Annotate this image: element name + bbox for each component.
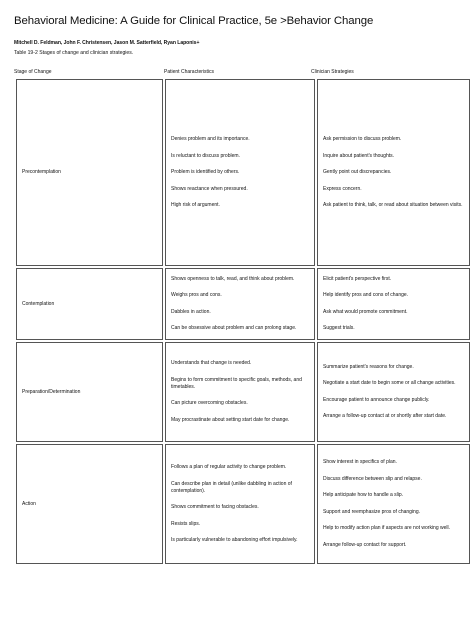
strategies-cell: [317, 342, 470, 442]
table-row: [16, 79, 470, 266]
list-item: May procrastinate about setting start date for change.: [171, 416, 290, 423]
list-item: Ask what would promote commitment.: [323, 308, 408, 315]
characteristics-cell: [165, 444, 315, 564]
list-item: Arrange a follow-up contact at or shortly after start date.: [323, 413, 447, 420]
table-caption: Table 19-2 Stages of change and clinician strategies.: [14, 50, 134, 56]
strategies-cell: [317, 79, 470, 266]
list-item: Follows a plan of regular activity to change problem.: [171, 464, 287, 470]
list-item: Is particularly vulnerable to abandoning effort impulsively.: [171, 537, 298, 543]
authors-line: Mitchell D. Feldman, John F. Christensen, Jason M. Satterfield, Ryan Laponis+: [14, 40, 200, 46]
list-item: Negotiate a start date to begin some or all change activities.: [323, 380, 456, 387]
list-item: Problem is identified by others.: [171, 169, 240, 175]
list-item: Suggest trials.: [323, 325, 355, 332]
list-item: Weighs pros and cons.: [171, 292, 222, 299]
stages-table: [14, 77, 472, 566]
strategies-cell: [317, 268, 470, 340]
list-item: Shows openness to talk, read, and think about problem.: [171, 275, 295, 282]
list-item: Inquire about patient's thoughts.: [323, 152, 395, 159]
strategies-cell: [317, 444, 470, 564]
stage-cell: Precontemplation: [16, 79, 163, 266]
column-header-characteristics: Patient Characteristics: [164, 69, 215, 75]
list-item: Can be obsessive about problem and can prolong stage.: [171, 325, 297, 332]
document-title: Behavioral Medicine: A Guide for Clinical Practice, 5e >Behavior Change: [14, 15, 374, 27]
list-item: Shows commitment to facing obstacles.: [171, 504, 259, 510]
list-item: Resists slips.: [171, 520, 201, 527]
list-item: Help to modify action plan if aspects are not working well.: [323, 525, 451, 532]
list-item: Express concern.: [323, 185, 362, 192]
list-item: Understands that change is needed.: [171, 360, 252, 367]
list-item: Dabbles in action.: [171, 308, 211, 315]
list-item: High risk of argument.: [171, 202, 220, 208]
list-item: Show interest in specifics of plan.: [323, 459, 397, 466]
characteristics-cell: [165, 79, 315, 266]
table-row: [16, 444, 470, 564]
list-item: Elicit patient's perspective first.: [323, 275, 392, 282]
list-item: Is reluctant to discuss problem.: [171, 152, 240, 159]
characteristics-cell: [165, 342, 315, 442]
list-item: Ask permission to discuss problem.: [323, 136, 402, 142]
column-header-stage: Stage of Change: [14, 69, 52, 75]
stage-cell: Contemplation: [16, 268, 163, 340]
list-item: Arrange follow-up contact for support.: [323, 541, 407, 548]
list-item: Shows reactance when pressured.: [171, 185, 248, 192]
list-item: Support and reemphasize pros of changing.: [323, 508, 421, 515]
characteristics-cell: [165, 268, 315, 340]
list-item: Encourage patient to announce change publicly.: [323, 396, 430, 403]
list-item: Help anticipate how to handle a slip.: [323, 492, 404, 499]
column-header-strategies: Clinician Strategies: [311, 69, 354, 75]
stage-cell: Preparation/Determination: [16, 342, 163, 442]
list-item: Gently point out discrepancies.: [323, 169, 392, 175]
list-item: Begins to form commitment to specific goals, methods, and timetables.: [171, 376, 302, 390]
table-row: [16, 342, 470, 442]
list-item: Help identify pros and cons of change.: [323, 292, 409, 299]
list-item: Denies problem and its importance.: [171, 136, 250, 142]
list-item: Can picture overcoming obstacles.: [171, 400, 248, 407]
list-item: Ask patient to think, talk, or read about situation between visits.: [323, 202, 463, 208]
list-item: Summarize patient's reasons for change.: [323, 363, 414, 370]
table-row: [16, 268, 470, 340]
list-item: Can describe plan in detail (unlike dabbling in action of contemplation).: [171, 480, 292, 494]
stage-cell: Action: [16, 444, 163, 564]
list-item: Discuss difference between slip and relapse.: [323, 475, 422, 482]
